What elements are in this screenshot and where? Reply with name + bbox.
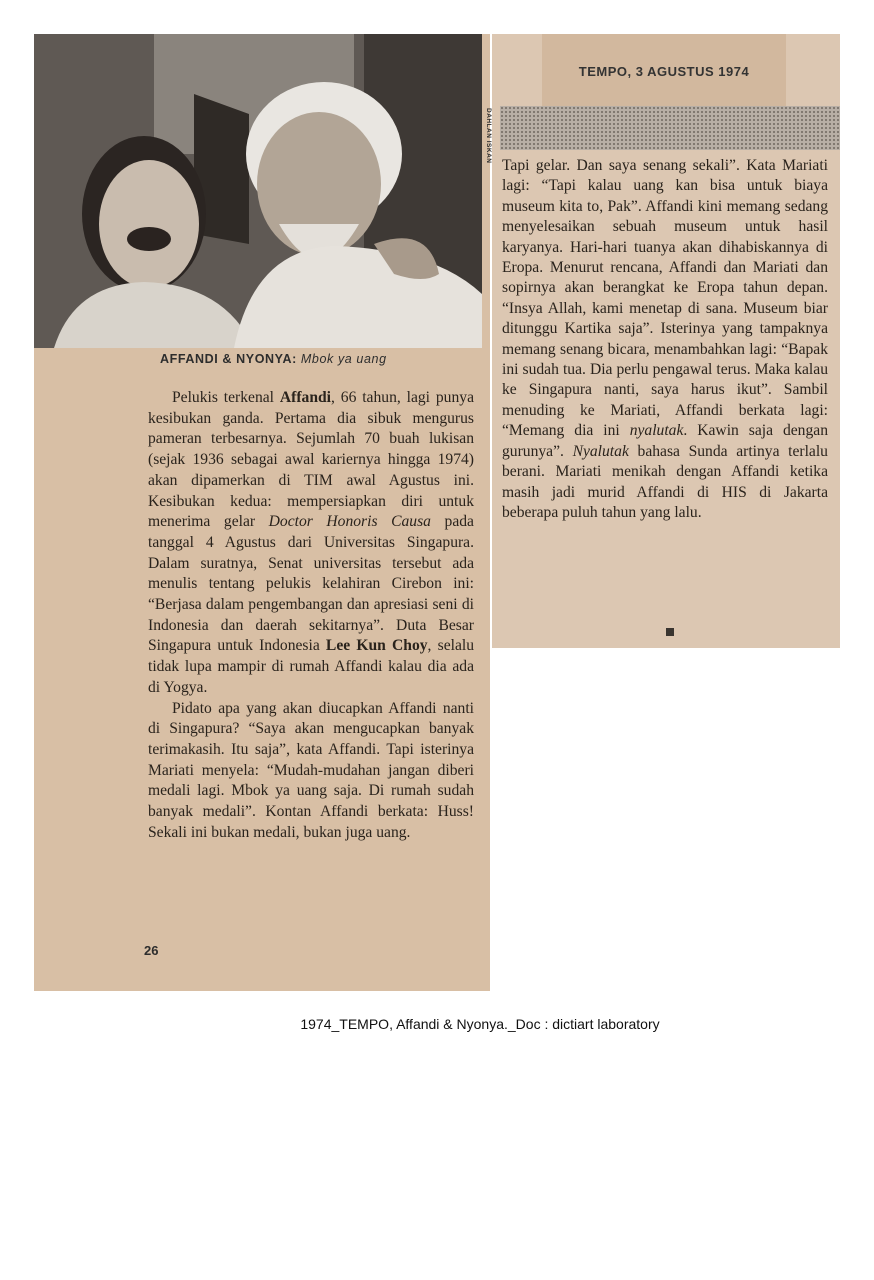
text-run: bahasa Sunda artinya terlalu berani. Mariati menikah dengan Affandi ketika masih jadi murid Affandi di HIS di Jakarta beberapa puluh tahun yang lalu. xyxy=(502,442,828,521)
photo-caption xyxy=(160,352,460,366)
text-run: , 66 tahun, lagi punya kesibukan ganda. Pertama dia sibuk mengurus pameran terbesarnya. Sejumlah 70 buah lukisan (sejak 1936 sebagai awal kariernya hingga 1974) akan dipamerkan di TIM awal Agustus ini. Kesibukan kedua: mempersiapkan diri untuk menerima gelar xyxy=(148,389,474,531)
masthead: TEMPO, 3 AGUSTUS 1974 xyxy=(578,64,750,79)
text-run: Pelukis terkenal xyxy=(172,389,280,406)
title-honoris: Doctor Honoris Causa xyxy=(268,513,431,531)
text-run: Tapi gelar. Dan saya senang sekali”. Kata Mariati lagi: “Tapi kalau uang kan bisa untuk biaya museum kita to, Pak”. Affandi kini memang sedang menyelesaikan sebuah museum untuk hasil karyanya. Hari-hari tuanya akan dihabiskannya di Eropa. Menurut rencana, Affandi dan Mariati dan sopirnya akan berangkat ke Eropa tahun depan. “Insya Allah, kami menetap di sana. Museum biar ditunggu Kartika saja”. Isterinya yang tampaknya memang senang bicara, menambahkan lagi: “Bapak ini sudah tua. Dia perlu pengawal terus. Maka kalau ke Singapura nanti, saya harus ikut”. Sambil menuding ke Mariati, Affandi berkata lagi: “Memang dia ini xyxy=(502,157,828,440)
halftone-strip xyxy=(500,106,840,150)
text-run: . Kawin saja dengan gurunya”. xyxy=(502,422,828,460)
portrait-photo xyxy=(34,34,482,348)
word-nyalutak: nyalutak xyxy=(629,422,684,440)
end-mark xyxy=(666,628,674,636)
name-affandi: Affandi xyxy=(279,389,331,406)
text-run: pada tanggal 4 Agustus dari Universitas Singapura. Dalam suratnya, Senat universitas tersebut ada menulis tentang pelukis kelahiran Cirebon ini: “Berjasa dalam pengembangan dan apresiasi seni di Indonesia dan daerah sekitarnya”. Duta Besar Singapura untuk Indonesia xyxy=(148,513,474,655)
right-paragraph xyxy=(502,156,828,523)
caption-name: AFFANDI & NYONYA: xyxy=(160,352,297,366)
photo-credit: DAHLAN ISKAN xyxy=(485,108,492,164)
right-article-column xyxy=(502,156,828,523)
left-article-column xyxy=(148,388,474,843)
caption-quote: Mbok ya uang xyxy=(300,352,387,366)
name-lee-kun-choy: Lee Kun Choy xyxy=(325,637,428,655)
left-paragraph-2: Pidato apa yang akan diucapkan Affandi nanti di Singapura? “Saya akan mengucapkan banyak terimakasih. Itu saja”, kata Affandi. Tapi isterinya Mariati menyela: “Mudah-mudahan jangan diberi medali lagi. Mbok ya uang saja. Di rumah sudah banyak medali”. Kontan Affandi berkata: Huss! Sekali ini bukan medali, bukan juga uang. xyxy=(148,699,474,841)
left-paragraph-1 xyxy=(148,388,474,699)
text-run: , selalu tidak lupa mampir di rumah Affandi kalau dia ada di Yogya. xyxy=(148,637,475,696)
page-number: 26 xyxy=(144,943,159,958)
document-footer: 1974_TEMPO, Affandi & Nyonya._Doc : dictiart laboratory xyxy=(300,1016,660,1032)
word-nyalutak: Nyalutak xyxy=(572,442,629,460)
photo-illustration xyxy=(34,34,482,348)
